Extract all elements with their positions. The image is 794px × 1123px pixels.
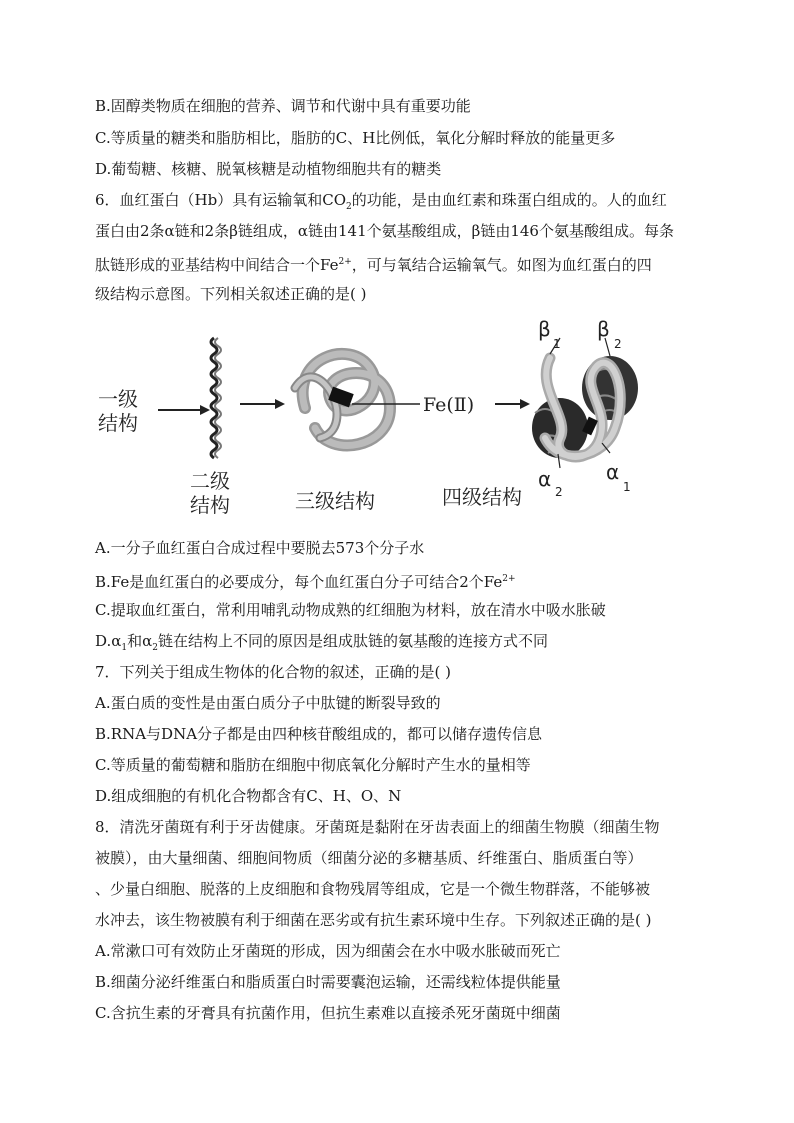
q7-option-a: A.蛋白质的变性是由蛋白质分子中肽键的断裂导致的 xyxy=(95,694,441,712)
q7-option-c: C.等质量的葡萄糖和脂肪在细胞中彻底氧化分解时产生水的量相等 xyxy=(95,756,531,774)
q6-stem-line1: 6．血红蛋白（Hb）具有运输氧和$CO_2$的功能，是由血红素和珠蛋白组成的。人的血红 xyxy=(95,191,667,212)
q8-stem-line2: 被膜），由大量细菌、细胞间物质（细菌分泌的多糖基质、纤维蛋白、脂质蛋白等） xyxy=(95,849,643,867)
q8-stem-line1: 8．清洗牙菌斑有利于牙齿健康。牙菌斑是黏附在牙齿表面上的细菌生物膜（细菌生物 xyxy=(95,818,660,836)
q8-stem-line3: 、少量白细胞、脱落的上皮细胞和食物残屑等组成，它是一个微生物群落，不能够被 xyxy=(95,880,651,898)
q8-option-b: B.细菌分泌纤维蛋白和脂质蛋白时需要囊泡运输，还需线粒体提供能量 xyxy=(95,973,561,991)
beta2-label: β xyxy=(597,317,610,341)
q7-option-d: D.组成细胞的有机化合物都含有C、H、O、N xyxy=(95,787,402,805)
quaternary-tetramer xyxy=(532,338,638,468)
beta2-subscript: 2 xyxy=(614,337,622,351)
beta1-subscript: 1 xyxy=(553,337,561,351)
alpha2-subscript: 2 xyxy=(555,485,563,499)
fe-ii-label: Fe(Ⅱ) xyxy=(423,394,475,416)
q7-stem: 7．下列关于组成生物体的化合物的叙述，正确的是( ) xyxy=(95,663,452,681)
q5-option-c: C.等质量的糖类和脂肪相比，脂肪的C、H比例低，氧化分解时释放的能量更多 xyxy=(95,129,616,147)
arrow-2 xyxy=(240,399,285,409)
primary-structure-label-1: 一级 xyxy=(98,387,138,411)
arrow-1 xyxy=(158,405,210,415)
q8-option-a: A.常漱口可有效防止牙菌斑的形成，因为细菌会在水中吸水胀破而死亡 xyxy=(95,942,561,960)
q6-stem-line2: 蛋白由2条α链和2条β链组成，α链由141个氨基酸组成，β链由146个氨基酸组成。每条 xyxy=(95,222,674,240)
alpha2-label: α xyxy=(538,467,552,491)
q7-option-b: B.RNA与DNA分子都是由四种核苷酸组成的，都可以储存遗传信息 xyxy=(95,725,543,743)
tertiary-globule xyxy=(295,354,390,446)
secondary-structure-label-2: 结构 xyxy=(190,493,230,517)
secondary-structure-label-1: 二级 xyxy=(190,469,230,493)
q5-option-b: B.固醇类物质在细胞的营养、调节和代谢中具有重要功能 xyxy=(95,97,471,115)
q6-option-b: B.Fe是血红蛋白的必要成分，每个血红蛋白分子可结合2个$Fe^{2+}$ xyxy=(95,573,516,591)
alpha1-label: α xyxy=(606,460,620,484)
alpha1-subscript: 1 xyxy=(623,480,631,494)
arrow-3 xyxy=(495,399,530,409)
q5-option-d: D.葡萄糖、核糖、脱氧核糖是动植物细胞共有的糖类 xyxy=(95,160,442,178)
q6-option-a: A.一分子血红蛋白合成过程中要脱去573个分子水 xyxy=(95,539,425,557)
primary-structure-label-2: 结构 xyxy=(98,411,138,435)
beta1-label: β xyxy=(538,317,551,341)
q6-stem-line4: 级结构示意图。下列相关叙述正确的是( ) xyxy=(95,285,367,303)
quaternary-structure-label: 四级结构 xyxy=(442,485,522,509)
alpha-helix xyxy=(211,338,221,458)
q6-option-d: $D.\alpha_1$和$\alpha_2$链在结构上不同的原因是组成肽链的氨基酸的连接方式不同 xyxy=(95,632,549,653)
q6-option-c: C.提取血红蛋白，常利用哺乳动物成熟的红细胞为材料，放在清水中吸水胀破 xyxy=(95,601,606,619)
q6-stem-line3: 肽链形成的亚基结构中间结合一个$Fe^{2+}$，可与氧结合运输氧气。如图为血红蛋白的四 xyxy=(95,256,652,274)
hemoglobin-structure-figure xyxy=(90,318,650,528)
q8-option-c: C.含抗生素的牙膏具有抗菌作用，但抗生素难以直接杀死牙菌斑中细菌 xyxy=(95,1004,561,1022)
tertiary-structure-label: 三级结构 xyxy=(295,489,375,513)
q8-stem-line4: 水冲去，该生物被膜有利于细菌在恶劣或有抗生素环境中生存。下列叙述正确的是( ) xyxy=(95,911,652,929)
